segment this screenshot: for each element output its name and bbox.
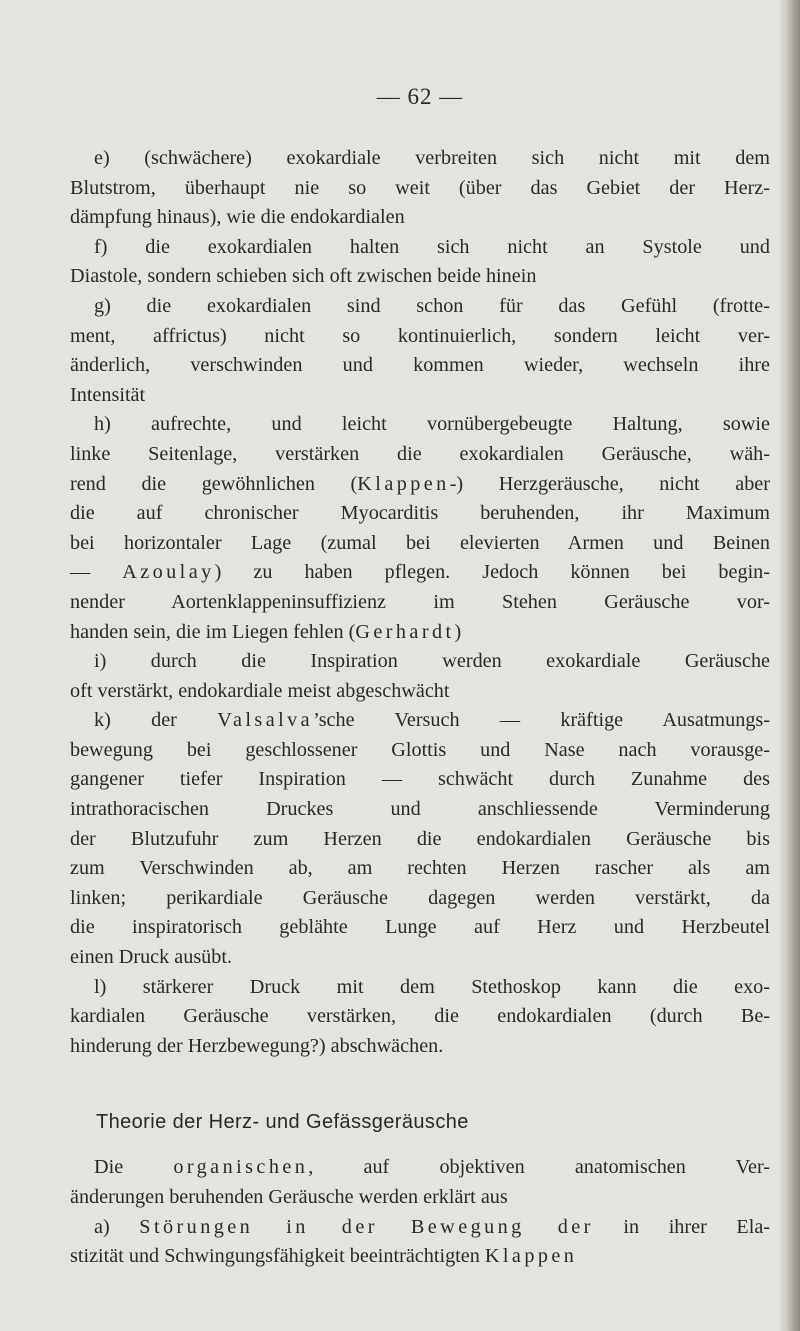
text-line: i) durch die Inspiration werden exokardiale Geräusche [94,650,770,673]
text-line: oft verstärkt, endokardiale meist abgeschwächt [70,679,450,702]
section-heading: Theorie der Herz- und Gefässgeräusche [96,1111,469,1134]
text-line: intrathoracischen Druckes und anschliessende Verminderung [70,798,770,821]
text-line: gangener tiefer Inspiration — schwächt durch Zunahme des [70,768,770,791]
text-line: bewegung bei geschlossener Glottis und Nase nach vorausge- [70,738,770,761]
text-line: stizität und Schwingungsfähigkeit beeinträchtigten Klappen [70,1245,578,1268]
text-line: e) (schwächere) exokardiale verbreiten sich nicht mit dem [94,147,770,169]
text-line: k) der Valsalva’sche Versuch — kräftige Ausatmungs- [94,709,770,732]
text-line: Blutstrom, überhaupt nie so weit (über das Gebiet der Herz- [70,176,770,199]
text-line: ment, affrictus) nicht so kontinuierlich, sondern leicht ver- [70,324,770,347]
text-line: — Azoulay) zu haben pflegen. Jedoch können bei begin- [70,561,771,584]
paragraph-l [70,973,770,1062]
paragraph-intro [70,1153,770,1212]
paragraph-a [70,1213,770,1272]
text-line: Die organischen, auf objektiven anatomischen Ver- [94,1156,770,1179]
paragraph-i [70,647,770,706]
paragraph-k [70,706,770,972]
text-line: linke Seitenlage, verstärken die exokardialen Geräusche, wäh- [70,442,770,465]
text-line: handen sein, die im Liegen fehlen (Gerhardt) [70,620,462,643]
text-line: hinderung der Herzbewegung?) abschwächen. [70,1034,444,1057]
body-text [70,144,770,1061]
paragraph-g [70,292,770,410]
text-line: änderungen beruhenden Geräusche werden erklärt aus [70,1186,508,1208]
text-line: g) die exokardialen sind schon für das Gefühl (frotte- [94,294,770,317]
text-line: kardialen Geräusche verstärken, die endokardialen (durch Be- [70,1005,770,1028]
text-line: die auf chronischer Myocarditis beruhenden, ihr Maximum [70,502,770,525]
text-line: zum Verschwinden ab, am rechten Herzen rascher als am [70,857,770,880]
text-line: nender Aortenklappeninsuffizienz im Stehen Geräusche vor- [70,590,770,613]
text-line: Diastole, sondern schieben sich oft zwischen beide hinein [70,265,537,288]
book-page [70,82,770,1272]
text-line: einen Druck ausübt. [70,946,233,969]
paragraph-f [70,233,770,292]
page-edge-shadow [778,0,800,1331]
text-line: die inspiratorisch geblähte Lunge auf Herz und Herzbeutel [70,916,770,939]
paragraph-e [70,144,770,233]
text-line: änderlich, verschwinden und kommen wieder, wechseln ihre [70,354,770,377]
text-line: bei horizontaler Lage (zumal bei elevierten Armen und Beinen [70,531,770,554]
text-line: der Blutzufuhr zum Herzen die endokardialen Geräusche bis [70,827,770,850]
text-line: linken; perikardiale Geräusche dagegen werden verstärkt, da [70,886,770,909]
text-line: h) aufrechte, und leicht vornübergebeugte Haltung, sowie [94,413,770,436]
page-number: — 62 — [376,84,464,109]
text-line: f) die exokardialen halten sich nicht an Systole und [94,235,770,258]
text-line: dämpfung hinaus), wie die endokardialen [70,206,405,229]
text-line: a) Störungen in der Bewegung der in ihrer Ela- [94,1215,771,1238]
text-line: Intensität [70,383,146,406]
text-line: rend die gewöhnlichen (Klappen-) Herzgeräusche, nicht aber [70,472,770,495]
paragraph-h [70,410,770,647]
text-line: l) stärkerer Druck mit dem Stethoskop kann die exo- [94,975,770,998]
section-text [70,1153,770,1271]
